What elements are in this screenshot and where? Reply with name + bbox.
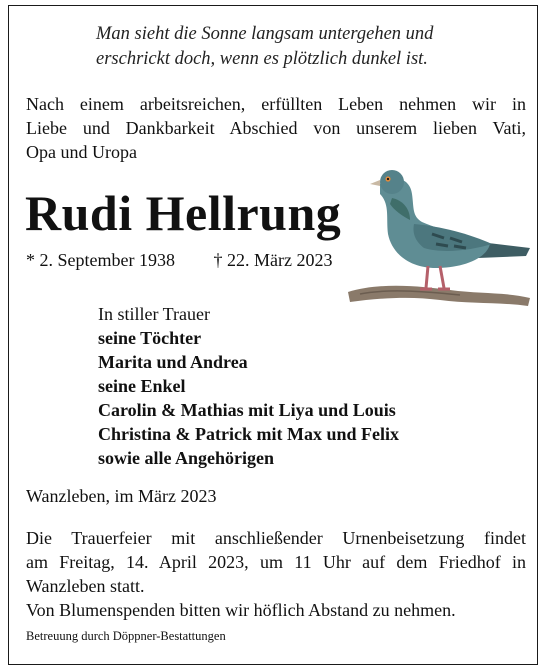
mourners-line-1: seine Töchter [98, 328, 202, 348]
mourners-intro: In stiller Trauer [98, 304, 210, 324]
deceased-name: Rudi Hellrung [25, 185, 342, 241]
funeral-line-4: Von Blumenspenden bitten wir höflich Abstand zu nehmen. [26, 600, 456, 620]
life-dates [26, 248, 332, 272]
intro-text [26, 92, 526, 164]
memorial-quote [96, 22, 476, 72]
mourners-line-2: Marita und Andrea [98, 352, 248, 372]
pigeon-icon [340, 164, 536, 314]
intro-line-2: Liebe und Dankbarkeit Abschied von unserem lieben Vati, [26, 118, 526, 138]
funeral-info [26, 526, 526, 622]
mourners-list [98, 302, 518, 470]
quote-line-2: erschrickt doch, wenn es plötzlich dunkel ist. [96, 49, 428, 69]
funeral-line-3: Wanzleben statt. [26, 576, 145, 596]
mourners-line-5: Christina & Patrick mit Max und Felix [98, 424, 399, 444]
mourners-line-4: Carolin & Mathias mit Liya und Louis [98, 400, 396, 420]
mourners-line-3: seine Enkel [98, 376, 186, 396]
death-date: † 22. März 2023 [213, 250, 333, 270]
place-and-date: Wanzleben, im März 2023 [26, 486, 217, 506]
funeral-line-1: Die Trauerfeier mit anschließender Urnenbeisetzung findet [26, 528, 526, 548]
mourners-line-6: sowie alle Angehörigen [98, 448, 274, 468]
quote-line-1: Man sieht die Sonne langsam untergehen und [96, 24, 434, 44]
intro-line-3: Opa und Uropa [26, 142, 137, 162]
intro-line-1: Nach einem arbeitsreichen, erfüllten Leben nehmen wir in [26, 94, 526, 114]
undertaker-credit: Betreuung durch Döppner-Bestattungen [26, 629, 226, 643]
funeral-line-2: am Freitag, 14. April 2023, um 11 Uhr auf dem Friedhof in [26, 552, 526, 572]
birth-date: * 2. September 1938 [26, 250, 175, 270]
